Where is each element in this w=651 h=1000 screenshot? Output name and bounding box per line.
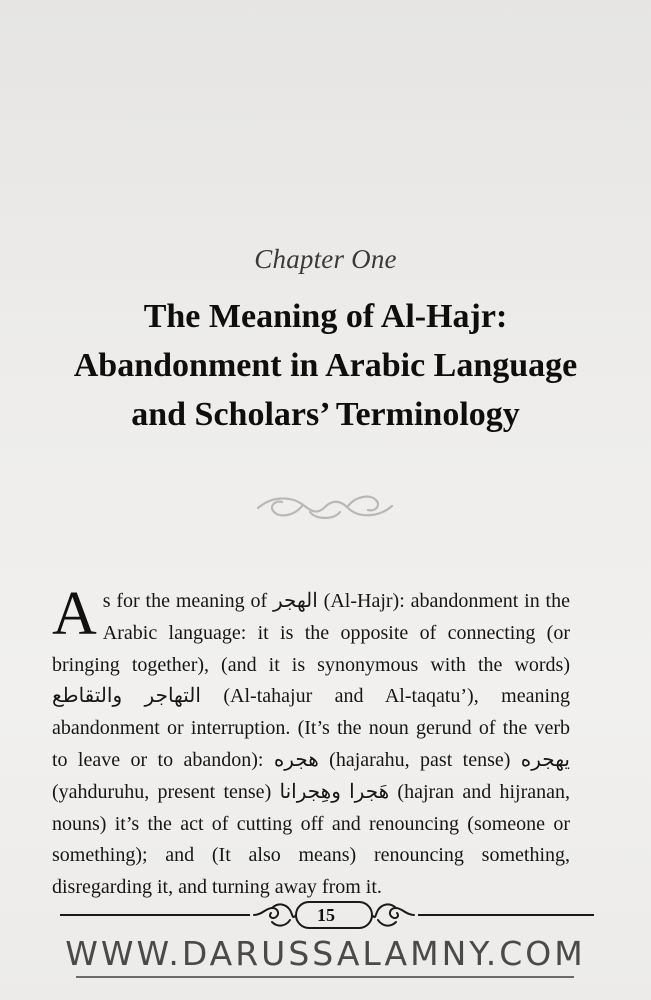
page-number: 15 xyxy=(317,905,335,925)
footer-rule-left xyxy=(60,914,250,916)
watermark-underline xyxy=(76,976,574,978)
footer-rule-right xyxy=(418,914,594,916)
watermark-url: WWW.DARUSSALAMNY.COM xyxy=(65,934,586,973)
drop-cap: A xyxy=(52,580,97,648)
chapter-title: The Meaning of Al-Hajr: Abandonment in Arabic Language and Scholars’ Terminology xyxy=(73,298,578,433)
chapter-label: Chapter One xyxy=(254,244,397,274)
body-text: s for the meaning of الهجر (Al-Hajr): abandonment in the Arabic language: it is the opposite of connecting (or bringing together), (and it is synonymous with the words) التهاجر والتقاطع (Al-tahajur and Al-taqatu’), meaning abandonment or interruption. (It’s the noun gerund of the verb to leave or to abandon): هجره (hajarahu, past tense) يهجره (yahduruhu, present tense) هَجرا وهِجرانا (hajran and hijranan, nouns) it’s the act of cutting off and renouncing (someone or something); and (It also means) renouncing something, disregarding it, and turning away from it. xyxy=(52,590,571,899)
flourish-ornament-icon xyxy=(250,490,400,524)
body-paragraph xyxy=(52,580,571,904)
